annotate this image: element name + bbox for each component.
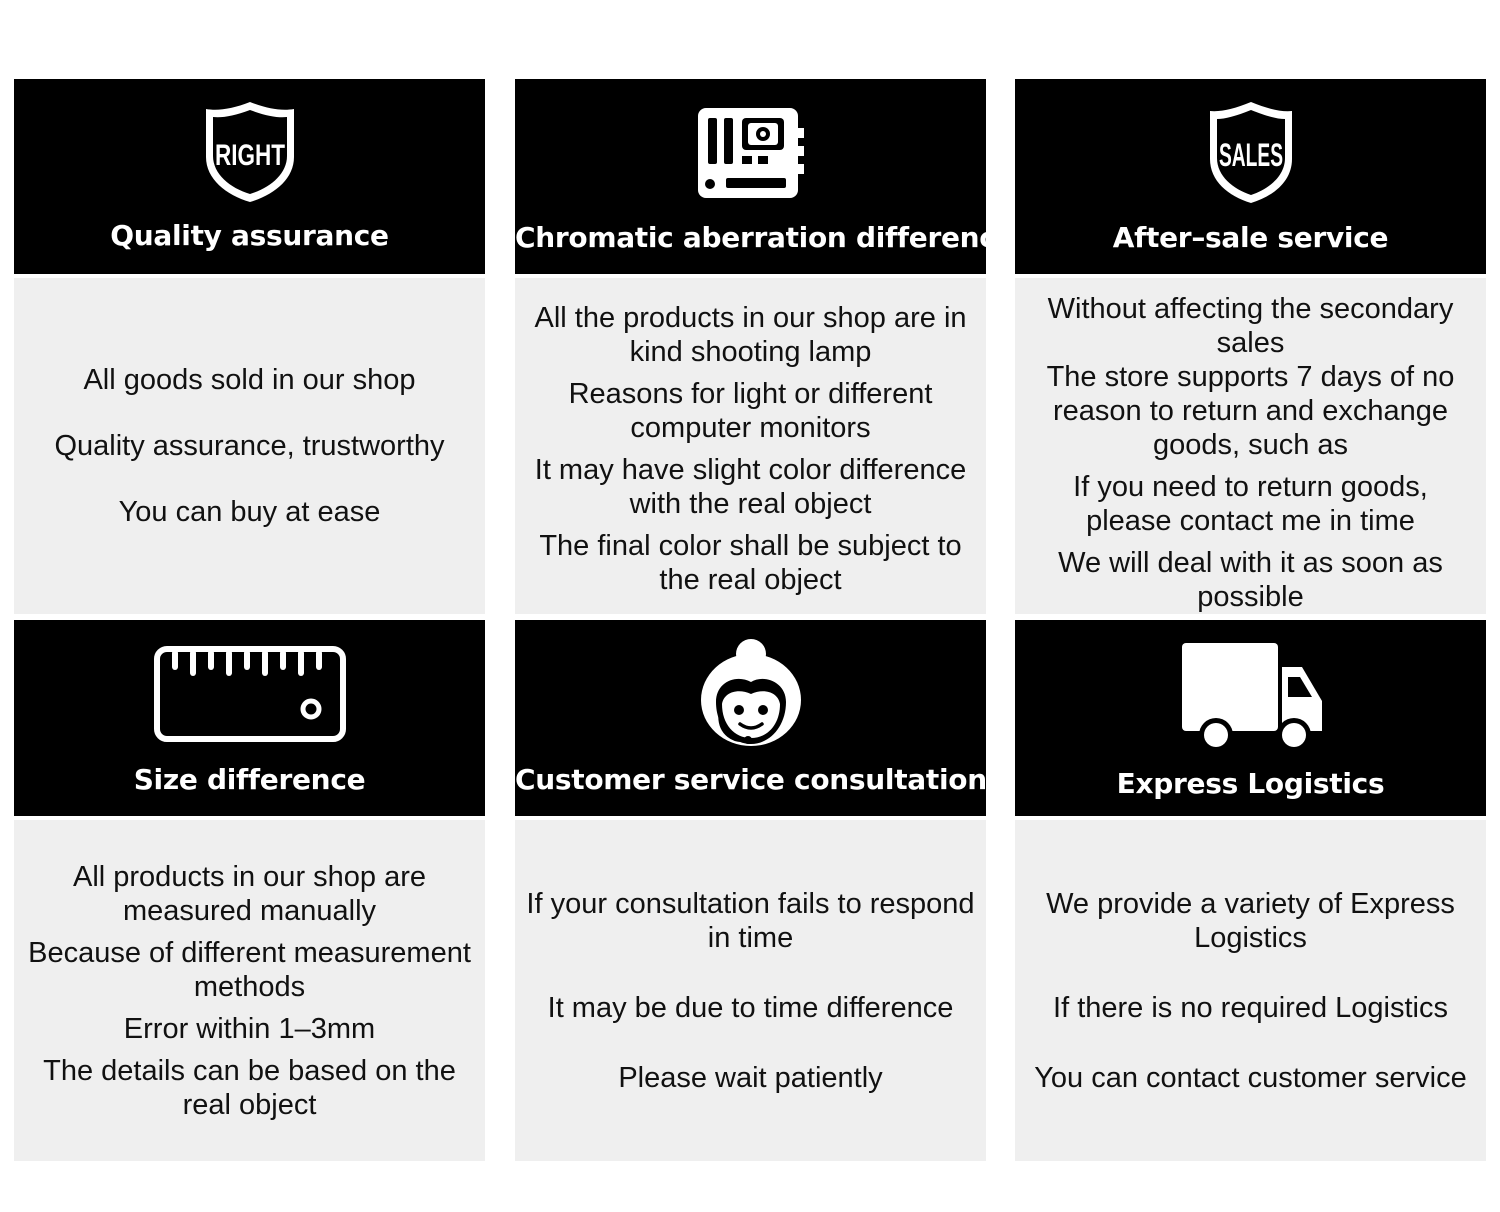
card-text-line: Error within 1–3mm (123, 1012, 376, 1045)
customer-service-headset-icon (696, 638, 806, 750)
ruler-icon (153, 643, 347, 743)
card-text-line: Because of different measurement methods (28, 936, 471, 1003)
card-text-line: All products in our shop are measured manually (72, 860, 427, 927)
right-shield-icon (202, 99, 298, 205)
card-after-sale-service (1015, 79, 1486, 614)
card-text-line: You can buy at ease (118, 496, 381, 528)
card-text-line: It may have slight color difference with the real object (534, 454, 967, 520)
card-chromatic-aberration (515, 79, 1015, 614)
card-title: Chromatic aberration difference (515, 221, 1015, 254)
card-header (1015, 79, 1486, 274)
card-body (1015, 816, 1486, 1161)
card-size-difference (14, 620, 485, 1161)
circuit-board-icon (696, 104, 806, 200)
delivery-truck-icon (1176, 639, 1326, 753)
card-text-line: If your consultation fails to respond in time (526, 887, 975, 954)
card-express-logistics (1015, 620, 1486, 1161)
sales-shield-icon (1206, 99, 1296, 205)
card-title: After–sale service (1112, 221, 1389, 254)
card-body (14, 274, 485, 614)
card-text-line: We will deal with it as soon as possible (1058, 547, 1443, 613)
card-header (515, 620, 986, 816)
card-header (14, 79, 485, 274)
card-header (515, 79, 1015, 274)
card-text-line: You can contact customer service (1034, 1061, 1467, 1094)
card-quality-assurance (14, 79, 485, 614)
card-customer-service (515, 620, 986, 1161)
card-text-line: The final color shall be subject to the real object (539, 530, 962, 596)
card-text-line: The details can be based on the real object (43, 1054, 456, 1121)
card-title: Customer service consultation (515, 763, 987, 796)
card-text-line: Reasons for light or different computer monitors (568, 378, 933, 444)
right-shield-label: RIGHT (214, 139, 285, 172)
card-body (515, 816, 986, 1161)
card-text-line: It may be due to time difference (547, 991, 954, 1024)
card-text-line: If you need to return goods, please contact me in time (1073, 471, 1428, 537)
card-text-line: The store supports 7 days of no reason to return and exchange goods, such as (1046, 361, 1455, 461)
card-title: Quality assurance (110, 219, 389, 252)
card-body (1015, 274, 1486, 614)
card-text-line: All goods sold in our shop (83, 364, 416, 396)
card-text-line: Without affecting the secondary sales (1047, 293, 1454, 359)
card-body (14, 816, 485, 1161)
card-title: Express Logistics (1116, 767, 1385, 800)
card-text-line: Quality assurance, trustworthy (54, 430, 445, 462)
card-header (1015, 620, 1486, 816)
sales-shield-label: SALES (1218, 137, 1283, 173)
card-text-line: All the products in our shop are in kind shooting lamp (534, 302, 967, 368)
card-text-line: If there is no required Logistics (1053, 991, 1448, 1024)
card-body (515, 274, 986, 614)
card-text-line: We provide a variety of Express Logistics (1046, 887, 1455, 954)
card-text-line: Please wait patiently (618, 1061, 883, 1094)
card-title: Size difference (133, 763, 366, 796)
card-header (14, 620, 485, 816)
